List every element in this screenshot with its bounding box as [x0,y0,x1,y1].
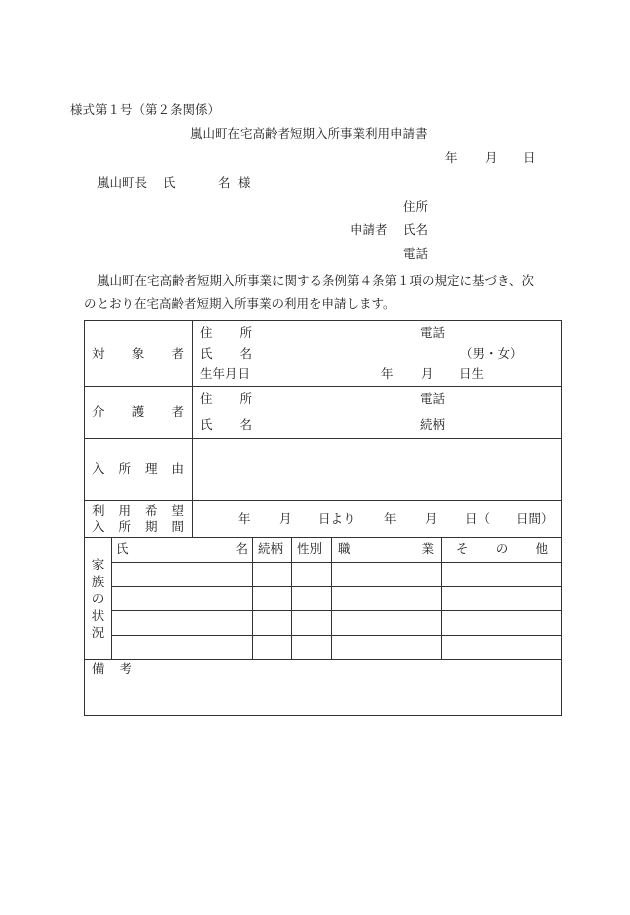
row-divider [84,438,562,439]
caregiver-relation-label: 続柄 [420,417,446,432]
column-divider [192,320,193,537]
period-end-year: 年 [384,511,397,526]
family-row-divider [111,562,562,563]
date-day-label: 日 [523,150,536,165]
period-end-day: 日（ [465,511,491,526]
target-dob-year: 年 [381,366,394,381]
family-row-divider [111,635,562,636]
period-start-year: 年 [238,511,251,526]
family-col-name: 氏 名 [116,541,248,556]
family-row-divider [111,586,562,587]
row-divider [84,659,562,660]
row-divider [84,537,562,538]
date-year-label: 年 [445,150,458,165]
target-dob-label: 生年月日 [200,366,251,381]
period-start-month: 月 [279,511,292,526]
form-number: 様式第１号（第２条関係） [70,102,221,117]
mayor-label: 嵐山町長 [97,175,148,190]
period-header-line-1: 利 用 希 望 [92,503,184,518]
family-column-divider [111,537,112,659]
remarks-header: 備 考 [92,661,132,676]
form-title: 嵐山町在宅高齢者短期入所事業利用申請書 [190,126,428,141]
row-divider [84,386,562,387]
intro-line-2: のとおり在宅高齢者短期入所事業の利用を申請します。 [84,296,396,311]
family-column-divider [331,537,332,659]
intro-line-1: 嵐山町在宅高齢者短期入所事業に関する条例第４条第１項の規定に基づき、次 [97,273,535,288]
family-status-header: 家 族 の 状 況 [91,557,105,640]
period-start-day: 日より [318,511,356,526]
caregiver-header: 介 護 者 [92,404,184,419]
target-person-header: 対 象 者 [92,346,184,361]
admission-reason-header: 入 所 理 由 [92,461,184,476]
caregiver-name-label: 氏 名 [200,417,252,432]
target-address-label: 住 所 [200,325,252,340]
caregiver-address-label: 住 所 [200,391,252,406]
row-divider [84,500,562,501]
date-month-label: 月 [485,150,498,165]
caregiver-phone-label: 電話 [420,391,446,406]
applicant-phone-label: 電話 [403,246,429,261]
period-header-line-2: 入 所 期 間 [92,519,184,534]
applicant-label: 申請者 [350,222,388,237]
family-col-gender: 性別 [297,541,323,556]
family-col-relation: 続柄 [258,541,284,556]
period-days: 日間） [516,511,554,526]
family-col-occupation: 職 業 [338,541,434,556]
addressee-sama: 様 [238,175,251,190]
target-dob-month: 月 [421,366,434,381]
family-column-divider [291,537,292,659]
family-column-divider [441,537,442,659]
target-phone-label: 電話 [420,325,446,340]
target-gender-choice: （男・女） [460,346,523,361]
target-name-label: 氏 名 [200,346,252,361]
period-end-month: 月 [425,511,438,526]
applicant-name-label: 氏名 [403,222,429,237]
addressee-shi: 氏 [163,175,176,190]
applicant-address-label: 住所 [403,199,429,214]
family-column-divider [252,537,253,659]
addressee-mei: 名 [218,175,231,190]
target-dob-day: 日生 [459,366,485,381]
family-row-divider [111,610,562,611]
family-col-other: そ の 他 [456,541,548,556]
